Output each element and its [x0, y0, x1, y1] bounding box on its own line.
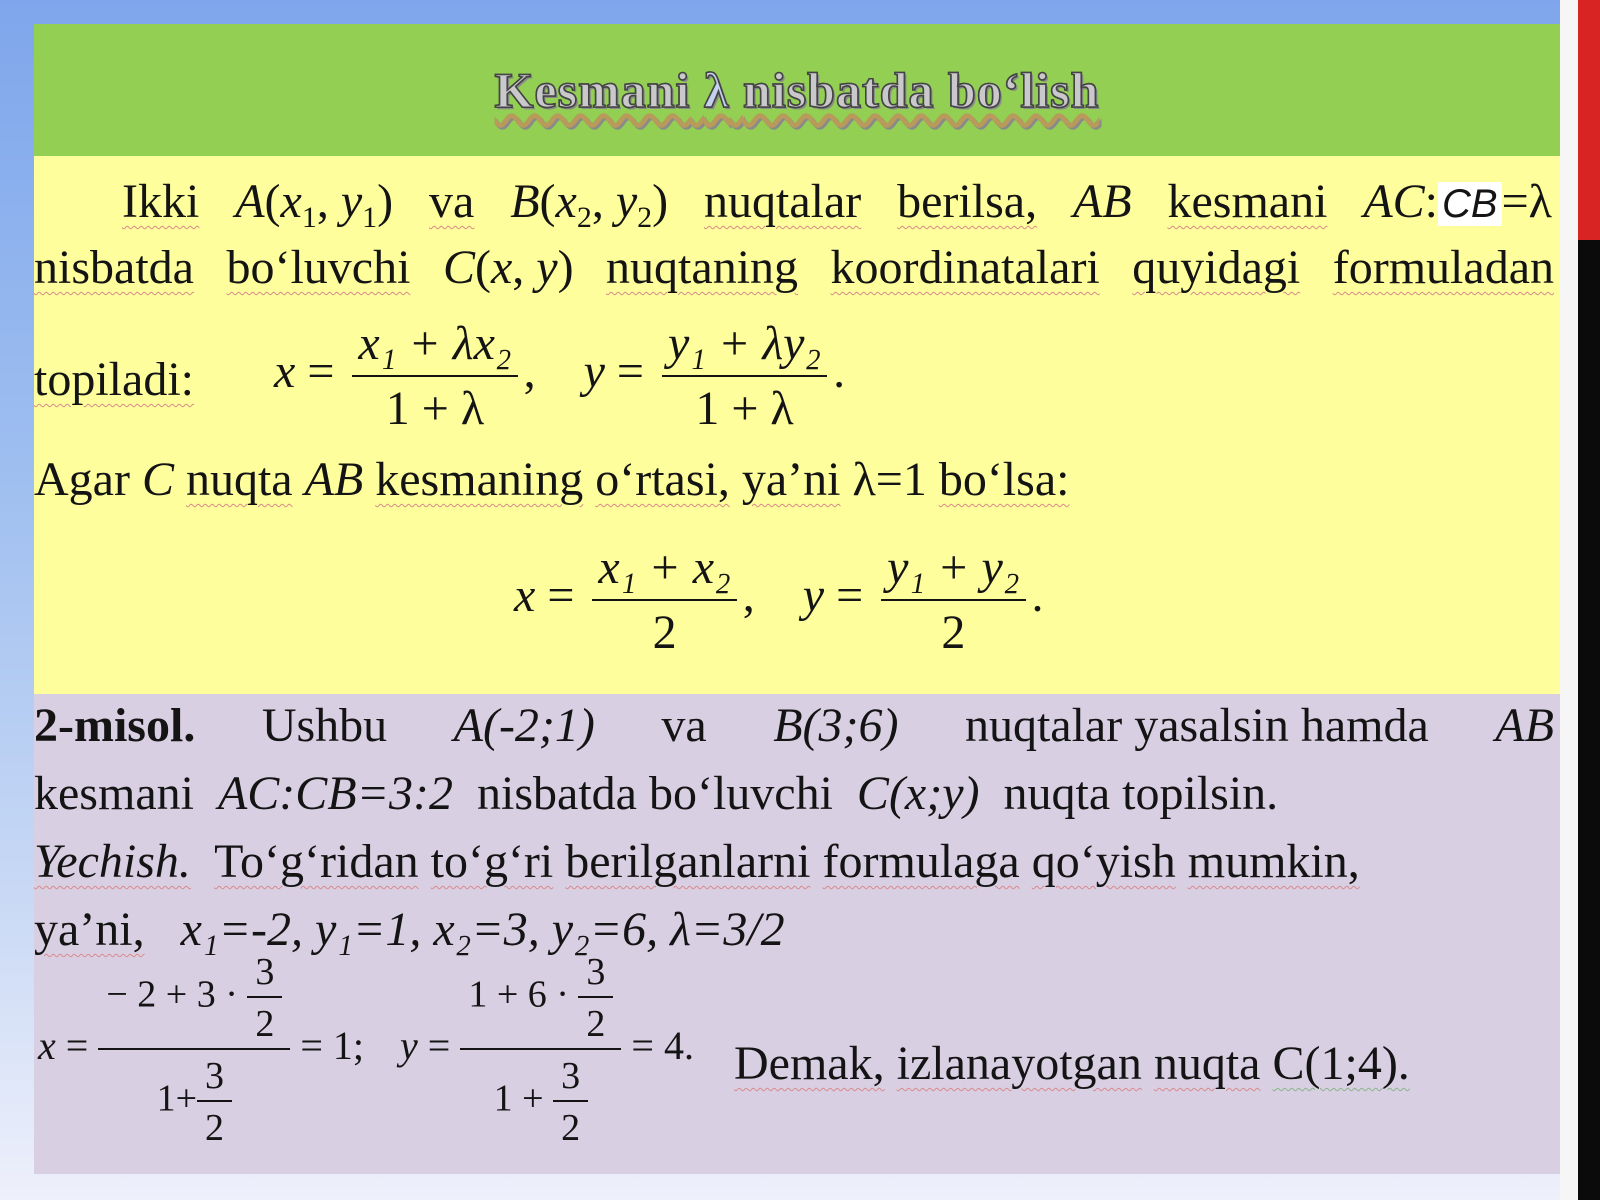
midpoint-word: ya’ni — [741, 453, 841, 506]
example-word: va — [661, 699, 707, 752]
calc-y: y = 1 + 6 · $\frac{3}{2}$ 1 + $\frac{3}{2}$ = 4. — [400, 951, 694, 1149]
midpoint-word: Agar — [34, 453, 130, 506]
example-word: To‘g‘ridan — [214, 835, 419, 888]
midpoint-word: C — [141, 453, 174, 506]
example-word: mumkin, — [1187, 835, 1360, 888]
division-formula: x = $\frac{\text{x₁ + λx₂}}{1 + \lambda}$ , y = $\frac{\text{y₁ + λy₂}}{1 + \lambda}$ . — [274, 317, 846, 435]
midpoint-formula: x = $\frac{\text{x₁ + x₂}}{2}$ , y = $\frac{\text{y₁ + y₂}}{2}$ . — [514, 541, 1044, 659]
formula-x-fraction: $\frac{\text{x₁ + λx₂}}{1 + \lambda}$ — [352, 316, 517, 436]
right-edge-white — [1560, 0, 1578, 1200]
title-rest: nisbatda bo‘lish — [743, 62, 1100, 118]
intro-line-3 — [34, 352, 194, 408]
intro-word: formuladan — [1332, 241, 1554, 294]
conclusion-word: izlanayotgan — [896, 1037, 1142, 1090]
example-section — [34, 694, 1560, 1174]
title-word-kesmani: Kesmani — [494, 62, 691, 118]
intro-word: bo‘luvchi — [226, 241, 411, 294]
calc-x-fraction: − 2 + 3 · $\frac{3}{2}$ 1+ $\frac{3}{2}$ — [98, 952, 290, 1148]
example-word: kesmani — [34, 767, 194, 820]
example-point-c: C(x;y) — [856, 767, 980, 820]
slide-title — [495, 61, 1100, 119]
example-word: berilganlarni — [565, 835, 811, 888]
right-edge-red-bar — [1578, 0, 1600, 240]
formula-y-fraction: $\frac{\text{y₁ + λy₂}}{1 + \lambda}$ — [662, 316, 827, 436]
solution-label: Yechish. — [34, 835, 191, 888]
midpoint-word: bo‘lsa: — [938, 453, 1070, 506]
title-lambda: λ — [703, 62, 730, 118]
intro-word: quyidagi — [1132, 241, 1301, 294]
slide — [34, 24, 1560, 1174]
ratio-ac-cb: AC: CB=λ — [1363, 175, 1552, 228]
example-word: nuqta topilsin. — [1003, 767, 1279, 820]
example-label: 2-misol. — [34, 699, 196, 752]
example-point-a: A(-2;1) — [453, 699, 595, 752]
calc-y-fraction: 1 + 6 · $\frac{3}{2}$ 1 + $\frac{3}{2}$ — [460, 952, 621, 1148]
intro-word: kesmani — [1167, 175, 1328, 228]
midpoint-word: AB — [304, 453, 364, 506]
example-line-2 — [34, 766, 1278, 822]
intro-word: nuqtaning — [606, 241, 799, 294]
calc-x: x = − 2 + 3 · $\frac{3}{2}$ 1+ $\frac{3}{2}$ = 1; — [38, 951, 365, 1149]
midpoint-x-fraction: $\frac{\text{x₁ + x₂}}{2}$ — [592, 540, 736, 660]
midpoint-word: nuqta — [185, 453, 293, 506]
theory-section — [34, 156, 1560, 694]
right-edge-black-bar — [1578, 240, 1600, 1200]
conclusion-line — [734, 1036, 1410, 1092]
example-word: formulaga — [822, 835, 1020, 888]
result-point: C(1;4). — [1272, 1037, 1410, 1090]
calc-y-result: = 4 — [631, 1023, 684, 1069]
intro-word: koordinatalari — [830, 241, 1100, 294]
calc-x-result: = 1; — [300, 1023, 365, 1069]
intro-word: nuqtalar — [703, 175, 862, 228]
intro-word: nisbatda — [34, 241, 194, 294]
example-line-4 — [34, 902, 785, 958]
example-word: nisbatda bo‘luvchi — [477, 767, 833, 820]
midpoint-word: λ=1 — [852, 453, 927, 506]
example-point-b: B(3;6) — [773, 699, 899, 752]
example-line-3 — [34, 834, 1360, 890]
intro-word: topiladi: — [34, 353, 194, 406]
example-segment: AB — [1495, 699, 1554, 752]
intro-word: Ikki — [122, 175, 200, 228]
conclusion-word: Demak, — [734, 1037, 885, 1090]
intro-word: berilsa, — [897, 175, 1038, 228]
example-word: ya’ni, — [34, 903, 145, 956]
midpoint-y-fraction: $\frac{\text{y₁ + y₂}}{2}$ — [881, 540, 1025, 660]
intro-line-2 — [34, 240, 1554, 296]
point-c: C(x, y) — [442, 241, 574, 294]
intro-line-1 — [122, 174, 1552, 232]
midpoint-word: kesmaning — [375, 453, 584, 506]
given-values: x₁=-2, y₁=1, x₂=3, y₂=6, λ=3/2 — [180, 903, 785, 956]
example-line-1 — [34, 698, 1554, 754]
example-word: to‘g‘ri — [430, 835, 554, 888]
title-band — [34, 24, 1560, 156]
conclusion-word: nuqta — [1153, 1037, 1261, 1090]
point-b: $B(x_2$, $y_2$) — [510, 175, 669, 234]
intro-word: va — [429, 175, 475, 228]
point-a: $A(x_1$, $y_1$) — [235, 175, 394, 234]
segment-ab: AB — [1072, 175, 1132, 228]
example-word: qo‘yish — [1031, 835, 1176, 888]
example-word: nuqtalar yasalsin hamda — [964, 699, 1429, 752]
example-ratio: AC:CB=3:2 — [217, 767, 453, 820]
example-word: Ushbu — [261, 699, 388, 752]
midpoint-line — [34, 452, 1069, 508]
midpoint-word: o‘rtasi, — [595, 453, 730, 506]
